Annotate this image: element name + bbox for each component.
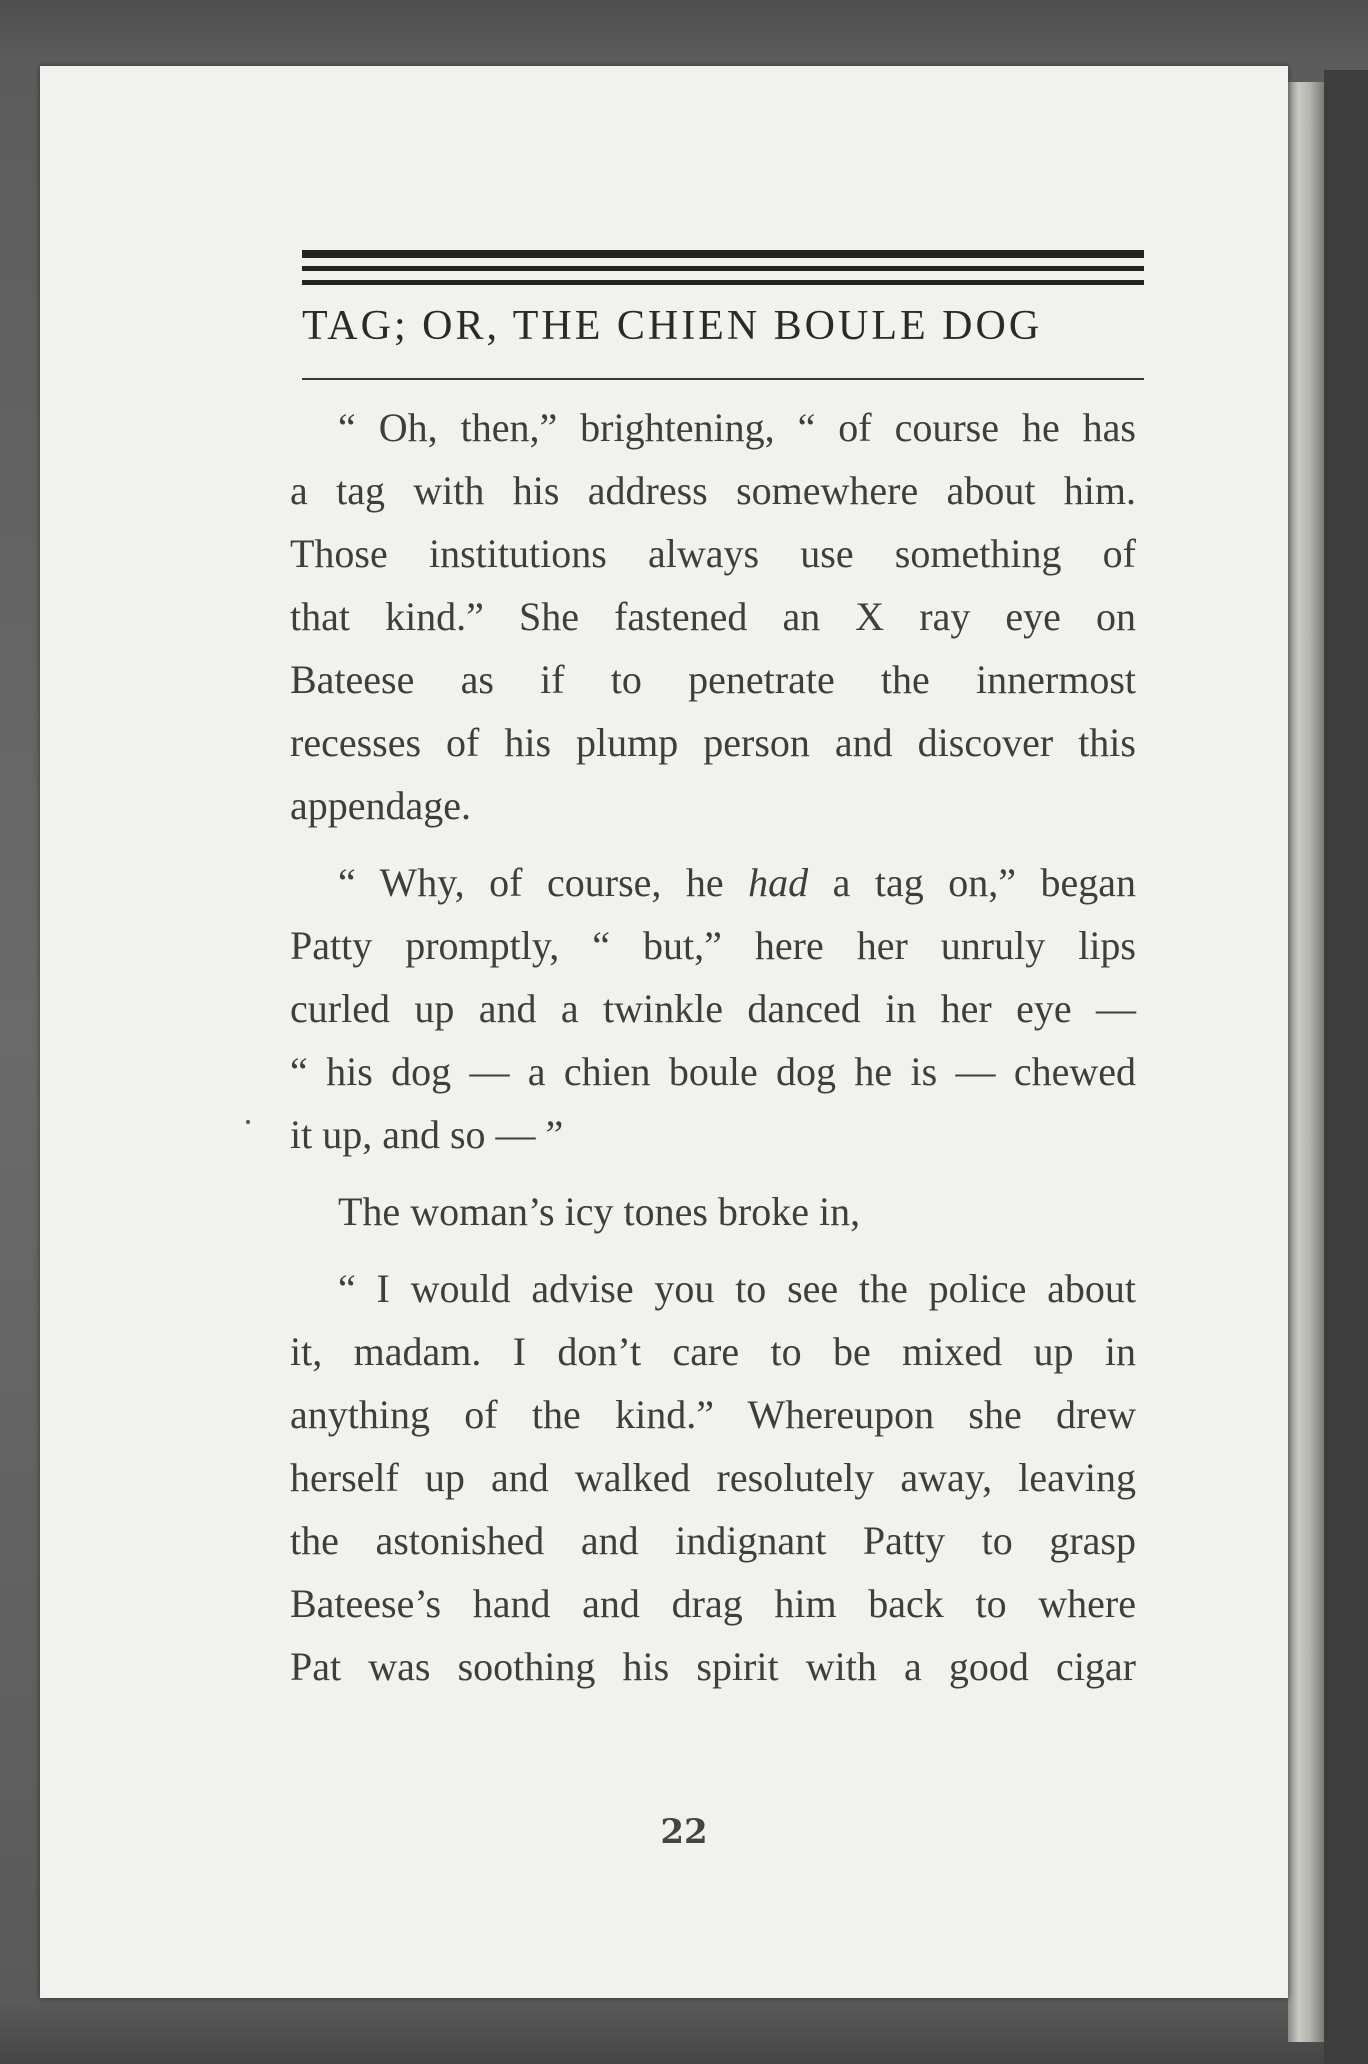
line-part-after-italic: a tag on,” began [808, 860, 1137, 905]
text-line: a tag with his address somewhere about him. [290, 468, 1136, 513]
text-line: herself up and walked resolutely away, leaving [290, 1455, 1136, 1500]
header-rule-thick [302, 250, 1144, 258]
text-line [290, 851, 1136, 914]
text-line: recesses of his plump person and discover this [290, 720, 1136, 765]
line-part-before-italic: “ Why, of course, he [338, 860, 749, 905]
text-line: appendage. [290, 783, 472, 828]
header-rule-middle [302, 266, 1144, 271]
page-edge-strip [1288, 82, 1324, 2042]
text-line: anything of the kind.” Whereupon she drew [290, 1392, 1136, 1437]
text-line: “ his dog — a chien boule dog he is — chewed [290, 1049, 1136, 1094]
text-line: the astonished and indignant Patty to grasp [290, 1518, 1136, 1563]
text-line: that kind.” She fastened an X ray eye on [290, 594, 1136, 639]
header-rule-thin [302, 280, 1144, 285]
page-number: 22 [660, 1812, 708, 1852]
text-line: curled up and a twinkle danced in her eye — [290, 986, 1136, 1031]
running-head: TAG; OR, THE CHIEN BOULE DOG [302, 303, 1043, 349]
text-line: “ I would advise you to see the police about [338, 1266, 1136, 1311]
text-line: “ Oh, then,” brightening, “ of course he has [338, 405, 1136, 450]
body-text [290, 396, 1136, 1698]
text-line: Bateese’s hand and drag him back to where [290, 1581, 1136, 1626]
ink-speck [246, 1120, 250, 1124]
text-line: Patty promptly, “ but,” here her unruly lips [290, 923, 1136, 968]
text-line: Those institutions always use something of [290, 531, 1136, 576]
text-line: The woman’s icy tones broke in, [338, 1189, 861, 1234]
text-line: it up, and so — ” [290, 1112, 564, 1157]
italic-word: had [748, 860, 809, 905]
book-cover-edge [1324, 70, 1368, 2064]
text-line: Bateese as if to penetrate the innermost [290, 657, 1136, 702]
text-line: Pat was soothing his spirit with a good cigar [290, 1644, 1136, 1689]
text-line: it, madam. I don’t care to be mixed up in [290, 1329, 1136, 1374]
header-underline [302, 378, 1144, 380]
